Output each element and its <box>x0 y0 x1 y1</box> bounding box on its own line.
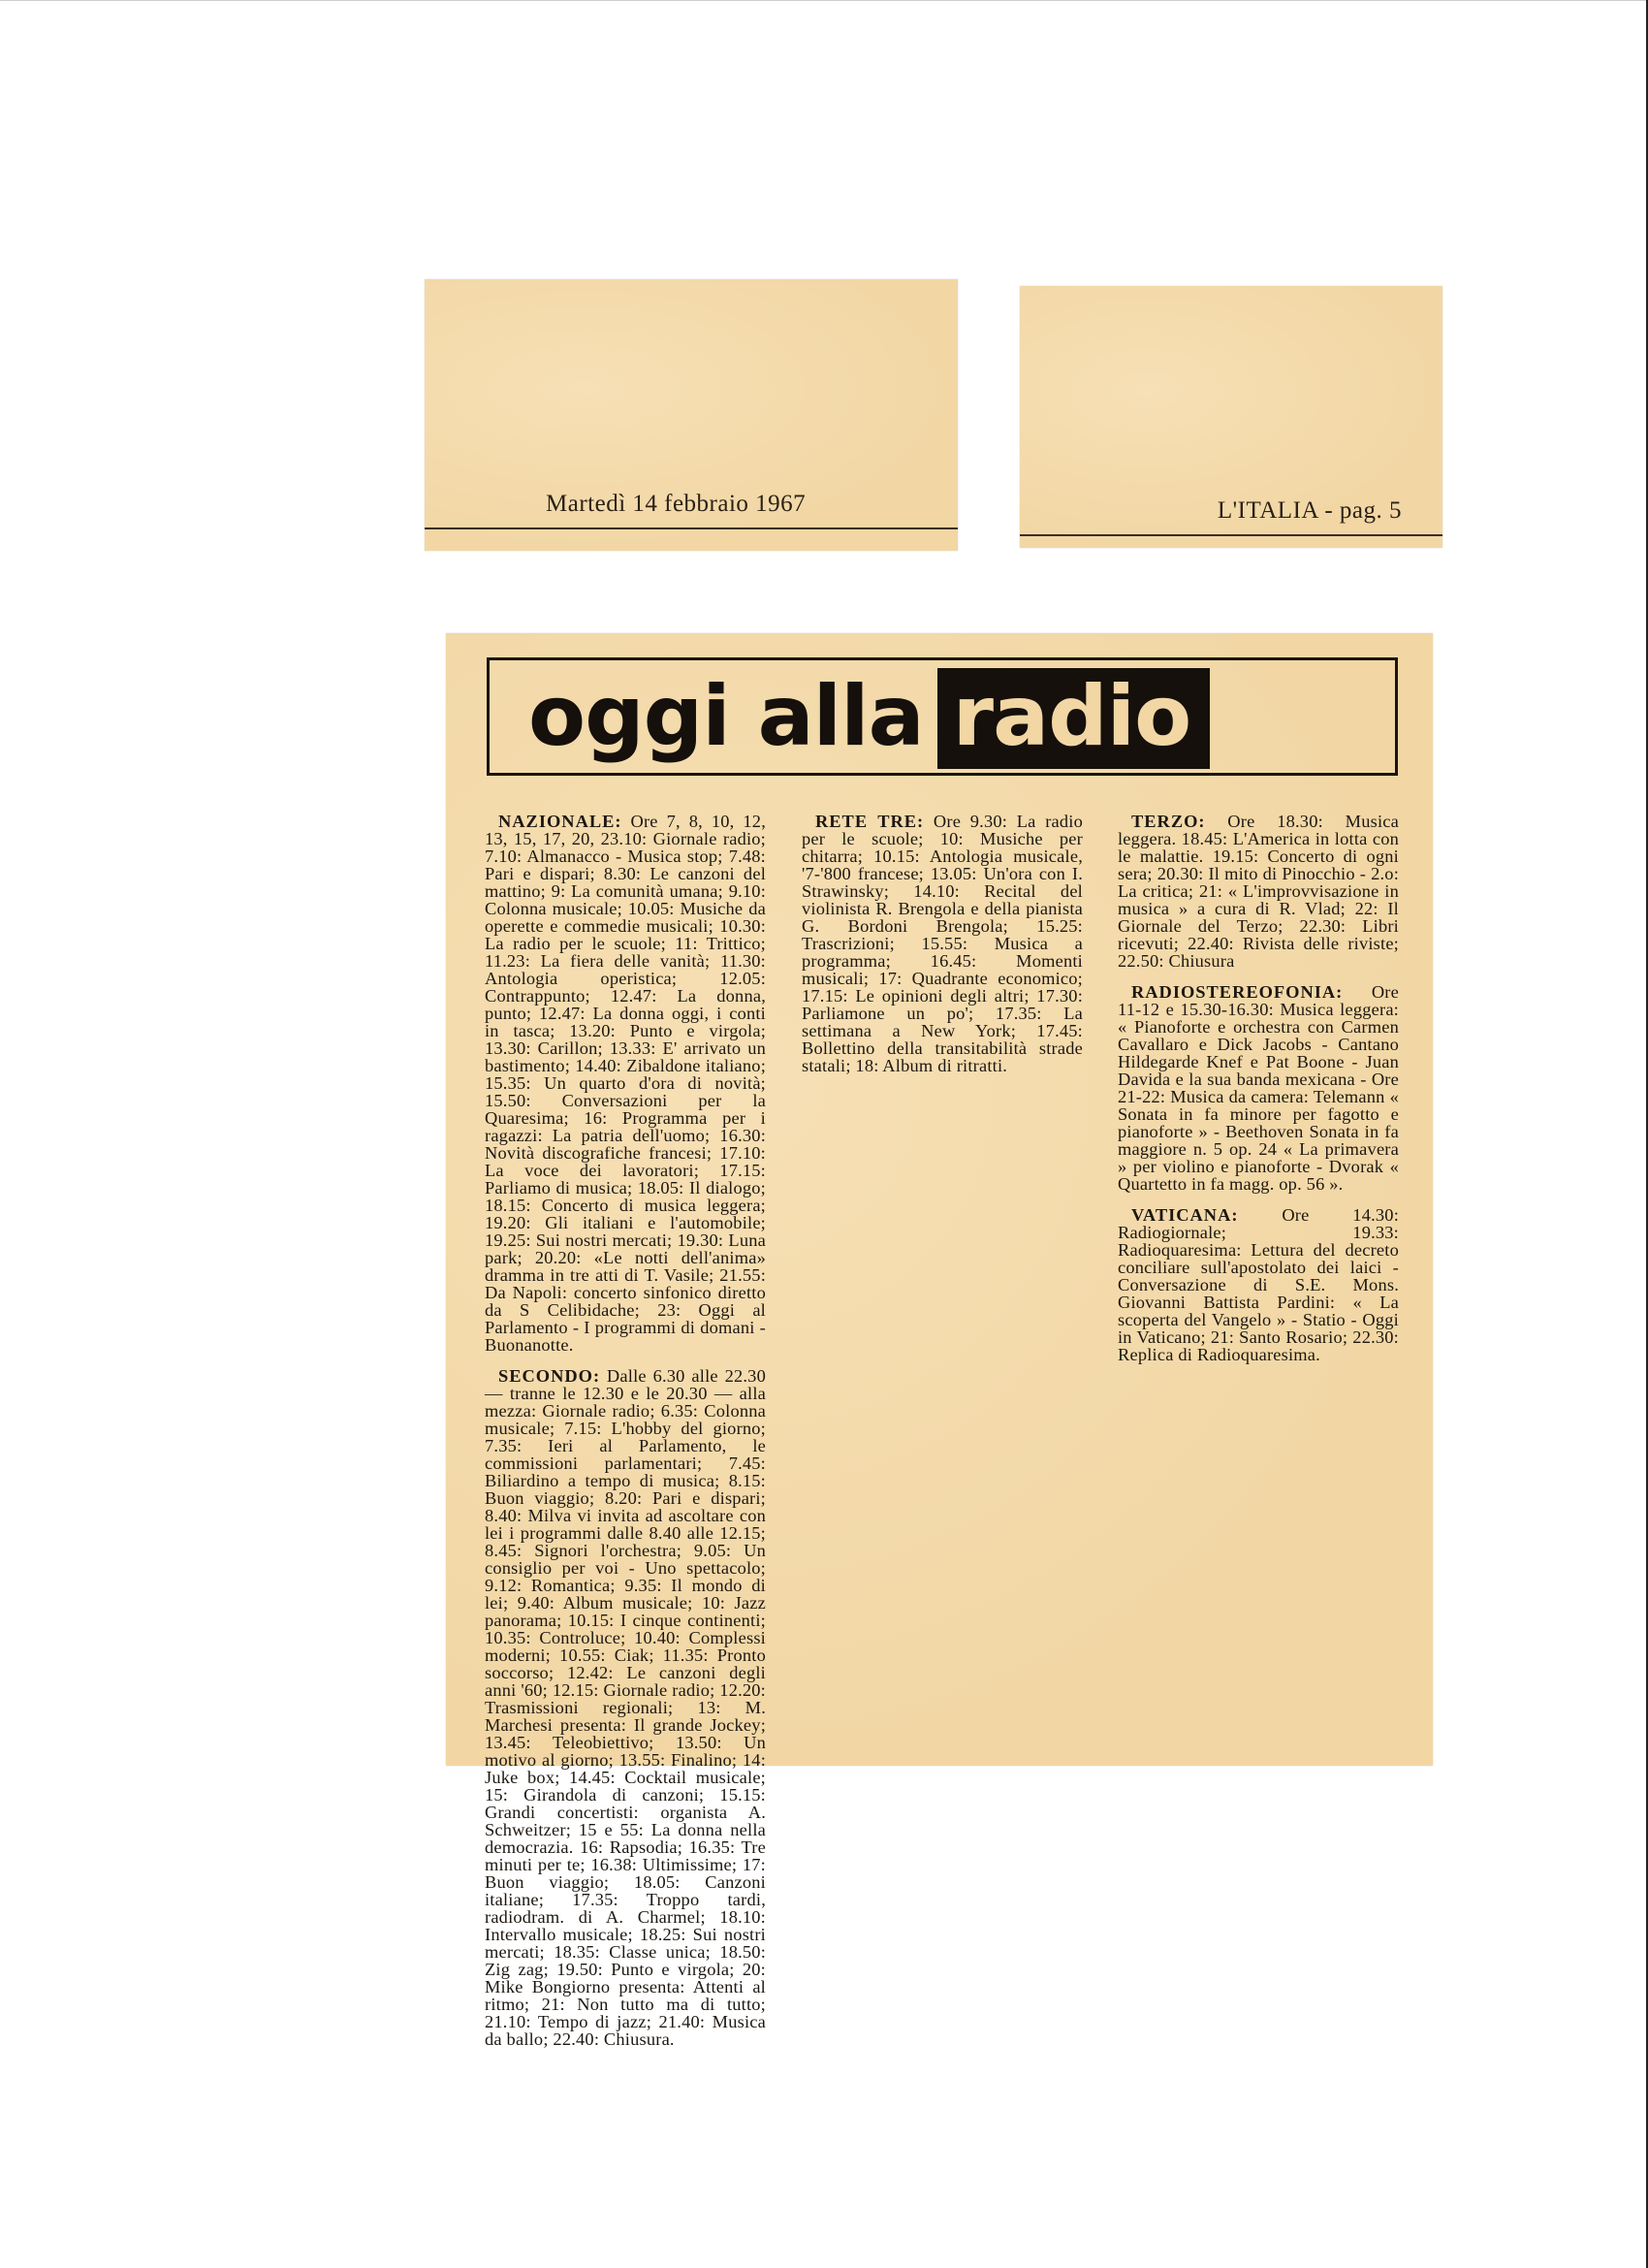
section-heading: VATICANA: <box>1131 1205 1239 1225</box>
banner <box>487 657 1398 776</box>
dateline-rule <box>425 527 958 529</box>
banner-title-part2: radio <box>937 668 1211 769</box>
scan-top-edge <box>0 0 1648 1</box>
banner-title <box>528 660 1210 773</box>
section-text: Ore 7, 8, 10, 12, 13, 15, 17, 20, 23.10: Giornale radio; 7.10: Almanacco - Musica stop; 7.48: Pari e dispari; 8.30: Le canzoni del mattino; 9: La comunità umana; 9.10: Colonna musicale; 10.05: Musiche da operette e commedie musicali; 10.30: La radio per le scuole; 11: Trittico; 11.23: La fiera delle vanità; 11.30: Antologia operistica; 12.05: Contrappunto; 12.47: La donna, punto; 12.47: La donna oggi, i conti in tasca; 13.20: Punto e virgola; 13.30: Carillon; 13.33: E' arrivato un bastimento; 14.40: Zibaldone italiano; 15.35: Un quarto d'ora di novità; 15.50: Conversazioni per la Quaresima; 16: Programma per i ragazzi: La patria dell'uomo; 16.30: Novità discografiche francesi; 17.10: La voce dei lavoratori; 17.15: Parliamo di musica; 18.05: Il dialogo; 18.15: Concerto di musica leggera; 19.20: Gli italiani e l'automobile; 19.25: Sui nostri mercati; 19.30: Luna park; 20.20: «Le notti dell'anima» dramma in tre atti di T. Vasile; 21.55: Da Napoli: concerto sinfonico diretto da S Celibidache; 23: Oggi al Parlamento - I programmi di domani - Buonanotte. <box>485 812 766 1355</box>
section-nazionale <box>485 813 766 1354</box>
section-text: Ore 14.30: Radiogiornale; 19.33: Radioquaresima: Lettura del decreto conciliare sull'apostolato dei laici - Conversazione di S.E. Mons. Giovanni Battista Pardini: « La scoperta del Vangelo » - Statio - Oggi in Vaticano; 21: Santo Rosario; 22.30: Replica di Radioquaresima. <box>1118 1205 1399 1364</box>
section-text: Ore 18.30: Musica leggera. 18.45: L'America in lotta con le malattie. 19.15: Concerto di ogni sera; 20.30: Il mito di Pinocchio - 2.o: La critica; 21: « L'improvvisazione in musica » a cura di R. Vlad; 22: Il Giornale del Terzo; 22.30: Libri ricevuti; 22.40: Rivista delle riviste; 22.50: Chiusura <box>1118 812 1399 971</box>
newspaper-clipping <box>1020 286 1442 548</box>
section-radiostereofonia <box>1118 983 1399 1193</box>
section-text: Dalle 6.30 alle 22.30 — tranne le 12.30 e le 20.30 — alla mezza: Giornale radio; 6.35: Colonna musicale; 7.15: L'hobby del giorno; 7.35: Ieri al Parlamento, le commissioni parlamentari; 7.45: Biliardino a tempo di musica; 8.15: Buon viaggio; 8.20: Pari e dispari; 8.40: Milva vi invita ad ascoltare con lei i programmi dalle 8.40 alle 12.15; 8.45: Signori l'orchestra; 9.05: Un consiglio per voi - Uno spettacolo; 9.12: Romantica; 9.35: Il mondo di lei; 9.40: Album musicale; 10: Jazz panorama; 10.15: I cinque continenti; 10.35: Controluce; 10.40: Complessi moderni; 10.55: Ciak; 11.35: Pronto soccorso; 12.42: Le canzoni degli anni '60; 12.15: Giornale radio; 12.20: Trasmissioni regionali; 13: M. Marchesi presenta: Il grande Jockey; 13.45: Teleobiettivo; 13.50: Un motivo al giorno; 13.55: Finalino; 14: Juke box; 14.45: Cocktail musicale; 15: Girandola di canzoni; 15.15: Grandi concertisti: organista A. Schweitzer; 15 e 55: La donna nella democrazia. 16: Rapsodia; 16.35: Tre minuti per te; 16.38: Ultimissime; 17: Buon viaggio; 18.05: Canzoni italiane; 17.35: Troppo tardi, radiodram. di A. Charmel; 18.10: Intervallo musicale; 18.25: Sui nostri mercati; 18.35: Classe unica; 18.50: Zig zag; 19.50: Punto e virgola; 20: Mike Bongiorno presenta: Attenti al ritmo; 21: Non tutto ma di tutto; 21.10: Tempo di jazz; 21.40: Musica da ballo; 22.40: Chiusura. <box>485 1366 766 2049</box>
radio-listing-clipping <box>446 633 1433 2049</box>
section-heading: NAZIONALE: <box>498 812 622 831</box>
newspaper-page: L'ITALIA - pag. 5 <box>1217 497 1402 524</box>
dateline: Martedì 14 febbraio 1967 <box>546 491 807 517</box>
section-text: Ore 9.30: La radio per le scuole; 10: Musiche per chitarra; 10.15: Antologia musicale, '7-'800 francese; 13.05: Un'ora con I. Strawinsky; 14.10: Recital del violinista R. Brengola e della pianista G. Bordoni Brengola; 15.25: Trascrizioni; 15.55: Musica a programma; 16.45: Momenti musicali; 17: Quadrante economico; 17.15: Le opinioni degli altri; 17.30: Parliamone un po'; 17.35: La settimana a New York; 17.45: Bollettino della transitabilità strade statali; 18: Album di ritratti. <box>802 812 1083 1075</box>
section-text: Ore 11-12 e 15.30-16.30: Musica leggera: « Pianoforte e orchestra con Carmen Cavallaro e Dick Jacobs - Cantano Hildegarde Knef e Pat Boone - Juan Davida e la sua banda mexicana - Ore 21-22: Musica da camera: Telemann « Sonata in fa minore per fagotto e pianoforte » - Beethoven Sonata in fa maggiore n. 5 op. 24 « La primavera » per violino e pianoforte - Dvorak « Quartetto in fa magg. op. 56 ». <box>1118 982 1399 1194</box>
column-1 <box>485 813 766 2061</box>
section-terzo <box>1118 813 1399 970</box>
section-vaticana <box>1118 1206 1399 1363</box>
banner-title-part1: oggi alla <box>528 668 924 765</box>
section-heading: RADIOSTEREOFONIA: <box>1131 982 1344 1002</box>
newspaper-rule <box>1020 534 1442 536</box>
column-2 <box>802 813 1083 1088</box>
section-heading: RETE TRE: <box>815 812 925 831</box>
column-3 <box>1118 813 1399 1377</box>
section-rete-tre <box>802 813 1083 1074</box>
section-heading: TERZO: <box>1131 812 1206 831</box>
section-secondo <box>485 1367 766 2048</box>
date-clipping <box>425 279 958 551</box>
section-heading: SECONDO: <box>498 1366 601 1386</box>
